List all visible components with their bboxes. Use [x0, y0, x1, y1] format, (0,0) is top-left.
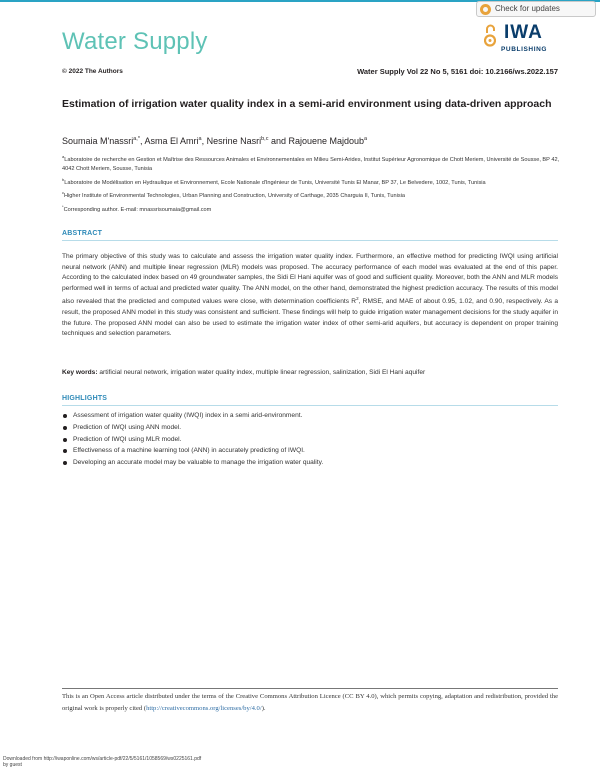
iwa-publishing-logo — [500, 22, 560, 60]
license-notice — [62, 691, 558, 716]
journal-name: Water Supply — [62, 28, 208, 55]
affiliation — [62, 175, 562, 188]
author-affiliation-mark: b,c — [261, 136, 269, 142]
bullet-icon — [63, 461, 67, 465]
download-stamp — [3, 756, 201, 768]
abstract-superscript: 2 — [356, 296, 359, 302]
keywords-label: Key words: — [62, 369, 98, 376]
publishing-logo-text: PUBLISHING — [501, 46, 548, 53]
author-separator: , — [139, 136, 145, 146]
keywords — [62, 368, 558, 378]
affiliation-mark: * — [62, 203, 64, 209]
bullet-icon — [63, 426, 67, 430]
citation-line: Water Supply Vol 22 No 5, 5161 doi: 10.2166/ws.2022.157 — [357, 67, 558, 76]
affiliation-text: Corresponding author. E-mail: mnassrisoumaia@gmail.com — [63, 206, 212, 213]
affiliation-text: Higher Institute of Environmental Technologies, Urban Planning and Construction, University of Carthage, 2035 Charguia II, Tunis, Tunisia — [64, 192, 405, 199]
affiliation-mark: a — [62, 154, 65, 159]
affiliation-mark: b — [62, 176, 65, 182]
affiliations — [62, 152, 562, 215]
author-affiliation-mark: a — [198, 136, 202, 142]
affiliation — [62, 188, 562, 201]
highlights-heading: HIGHLIGHTS — [62, 395, 108, 402]
highlight-item — [62, 410, 558, 422]
affiliation-text: Laboratoire de Modélisation en Hydraulique et Environnement, Ecole Nationale d'Ingénieur de Tunis, Université Tunis El Manar, BP 37, Le Belvedere, 1002, Tunis, Tunisia — [64, 179, 486, 186]
highlight-text: Effectiveness of a machine learning tool (ANN) in accurately predicting of IWQI. — [73, 447, 305, 455]
crossmark-icon — [480, 4, 491, 15]
highlight-item — [62, 422, 558, 434]
affiliation-mark: c — [62, 190, 64, 196]
download-by: by guest — [3, 762, 22, 768]
keywords-text: artificial neural network, irrigation water quality index, multiple linear regression, salinization, Sidi El Hani aquifer — [99, 369, 426, 376]
bullet-icon — [63, 438, 67, 442]
copyright-line: © 2022 The Authors — [62, 68, 123, 75]
author-name: Rajouene Majdoub — [288, 136, 365, 146]
license-text: This is an Open Access article distributed under the terms of the Creative Commons Attribution Licence (CC BY 4.0), which permits copying, adaptation and redistribution, provided the original work is properly cited ( — [62, 693, 558, 713]
abstract-text-part: The primary objective of this study was to calculate and assess the irrigation water quality index. Furthermore, an effective method for predicting IWQI using artificial neural network (ANN) and multiple linear regression (MLR) models was proposed. The accuracy performance of each model was evaluated at the end of this paper. According to the calculated index based on 49 groundwater samples, the Sidi El Hani aquifer was of good and sufficient quality. Moreover, both the ANN and MLR models performed well in terms of actual and predicted water quality. The ANN model, on the other hand, demonstrated the highest prediction accuracy. The results of this model also revealed that the predicted and computed values were close, with determination coefficients R — [62, 253, 558, 306]
author-affiliation-mark: a,* — [133, 136, 140, 142]
author-separator: , — [201, 136, 207, 146]
abstract-text-part: , RMSE, and MAE of about 0.95, 1.02, and 0.90, respectively. As a result, the proposed ANN model in this study was consistent and sufficient. These findings will help to guide irrigation water management decisions for the study aquifer in the future. The proposed ANN model can also be used to estimate the irrigation water index of other semi-arid aquifers, but accuracy is dependent on proper training techniques and selection parameters. — [62, 298, 558, 338]
author-separator: and — [268, 136, 289, 146]
highlights-list — [62, 410, 558, 469]
highlight-text: Assessment of irrigation water quality (IWQI) index in a semi arid-environment. — [73, 412, 303, 419]
author-name: Nesrine Nasri — [206, 136, 262, 146]
footer-rule — [62, 688, 558, 689]
license-text: ). — [261, 705, 266, 713]
iwa-logo-text: IWA — [504, 22, 543, 43]
corresponding-author — [62, 202, 562, 215]
highlight-text: Prediction of IWQI using MLR model. — [73, 435, 182, 443]
highlight-text: Developing an accurate model may be valuable to manage the irrigation water quality. — [73, 459, 324, 467]
highlight-item — [62, 457, 558, 469]
check-for-updates-button[interactable] — [476, 1, 596, 17]
affiliation-text: Laboratoire de recherche en Gestion et Maîtrise des Ressources Animales et Environnementales en Milieu Semi-Arides, Institut Supérieur Agronomique de Chott Meriem, Université de Sousse, BP 42, 4042 Chott Meriem, Sousse, Tunisia — [62, 156, 560, 173]
highlight-item — [62, 434, 558, 446]
affiliation — [62, 152, 562, 174]
bullet-icon — [63, 414, 67, 418]
author-name: Asma El Amri — [144, 136, 199, 146]
abstract-heading: ABSTRACT — [62, 230, 103, 237]
highlight-item — [62, 445, 558, 457]
bullet-icon — [63, 449, 67, 453]
download-url: Downloaded from http://iwaponline.com/ws/article-pdf/22/5/5161/1058569/ws0225161.pdf — [3, 756, 202, 762]
license-link[interactable]: http://creativecommons.org/licenses/by/4.0/ — [146, 705, 262, 713]
author-name: Soumaia M'nassri — [62, 136, 134, 146]
abstract-body — [62, 252, 558, 340]
highlights-rule — [62, 405, 558, 406]
author-list — [62, 136, 367, 146]
check-updates-label: Check for updates — [495, 4, 560, 13]
open-access-icon — [484, 23, 496, 49]
author-affiliation-mark: a — [364, 136, 368, 142]
abstract-rule — [62, 240, 558, 241]
highlight-text: Prediction of IWQI using ANN model. — [73, 423, 182, 431]
article-title: Estimation of irrigation water quality index in a semi-arid environment using data-driven approach — [62, 98, 552, 110]
